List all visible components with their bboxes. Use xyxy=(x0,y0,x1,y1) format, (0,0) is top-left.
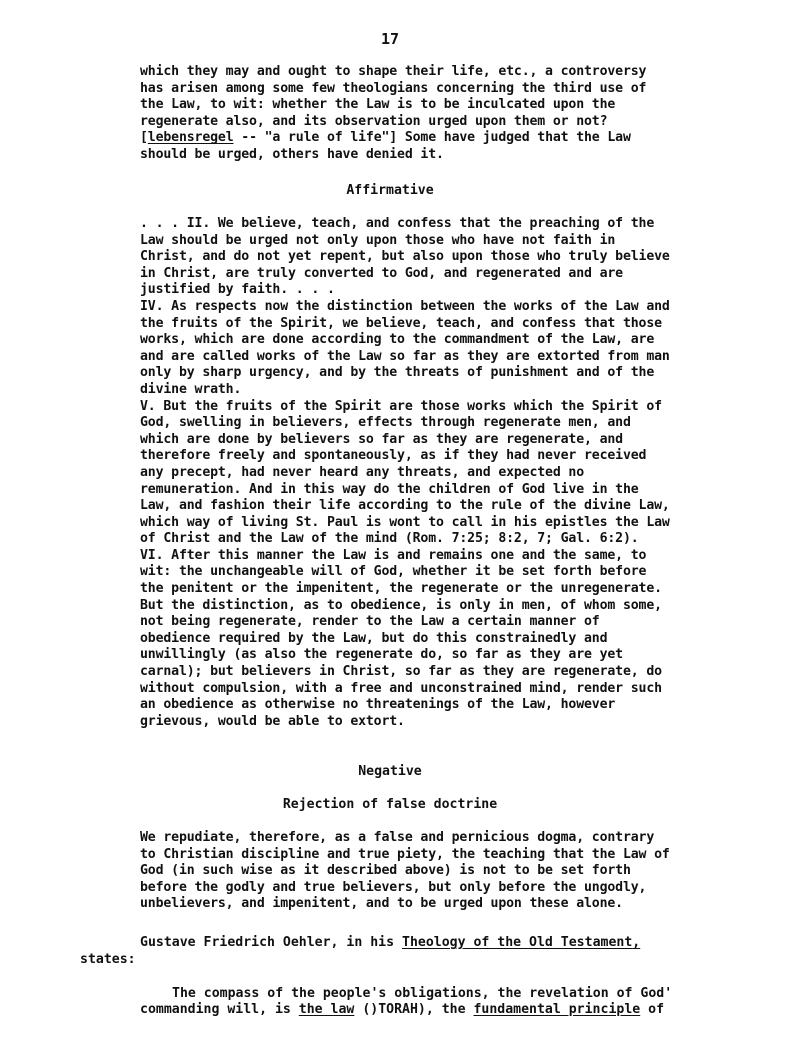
oehler-states: states: xyxy=(80,952,136,967)
affirmative-line: VI. After this manner the Law is and remains one and the same, to xyxy=(140,547,647,563)
intro-line: regenerate also, and its observation urged upon them or not? xyxy=(140,113,608,129)
affirmative-line: remuneration. And in this way do the children of God live in the xyxy=(140,481,639,497)
affirmative-line: only by sharp urgency, and by the threats of punishment and of the xyxy=(140,365,655,381)
affirmative-section xyxy=(140,216,760,730)
negative-line: unbelievers, and impenitent, and to be urged upon these alone. xyxy=(140,896,623,912)
book-title-comma: , xyxy=(632,935,641,950)
intro-line: which they may and ought to shape their life, etc., a controversy xyxy=(140,64,647,79)
intro-line5-rest: -- "a rule of life"] Some have judged that the Law xyxy=(233,130,631,146)
negative-line: God (in such wise as it described above) is not to be set forth xyxy=(140,863,631,879)
bracket-open: [ xyxy=(140,130,148,146)
negative-line: We repudiate, therefore, as a false and pernicious dogma, contrary xyxy=(140,830,655,845)
the-law-term: the law xyxy=(298,1002,355,1017)
affirmative-line: But the distinction, as to obedience, is only in men, of whom some, xyxy=(140,597,662,613)
negative-line: to Christian discipline and true piety, the teaching that the Law of xyxy=(140,846,670,862)
affirmative-line: Christ, and do not yet repent, but also upon those who truly believe xyxy=(140,249,670,265)
oehler-citation-line xyxy=(140,935,640,952)
oehler-prefix: Gustave Friedrich Oehler, in his xyxy=(140,935,403,950)
affirmative-line: any precept, had never heard any threats, and expected no xyxy=(140,464,585,480)
affirmative-line: not being regenerate, render to the Law a certain manner of xyxy=(140,614,600,630)
affirmative-line: God, swelling in believers, effects through regenerate men, and xyxy=(140,415,631,431)
page-number: 17 xyxy=(380,30,400,48)
affirmative-line: an obedience as otherwise no threatenings of the Law, however xyxy=(140,697,616,713)
affirmative-line: grievous, would be able to extort. xyxy=(140,713,405,729)
lebensregel-term: lebensregel xyxy=(147,130,234,146)
affirmative-line: of Christ and the Law of the mind (Rom. 7:25; 8:2, 7; Gal. 6:2). xyxy=(140,531,639,547)
affirmative-line: in Christ, are truly converted to God, and regenerated and are xyxy=(140,265,623,281)
affirmative-line: unwillingly (as also the regenerate do, so far as they are yet xyxy=(140,647,623,663)
affirmative-line: justified by faith. . . . xyxy=(140,282,335,298)
affirmative-line: which way of living St. Paul is wont to call in his epistles the Law xyxy=(140,514,670,530)
affirmative-line: IV. As respects now the distinction between the works of the Law and xyxy=(140,298,670,314)
quote-line2-prefix: commanding will, is xyxy=(140,1002,299,1017)
intro-line: the Law, to wit: whether the Law is to be inculcated upon the xyxy=(140,97,616,113)
affirmative-line: works, which are done according to the commandment of the Law, are xyxy=(140,332,655,348)
intro-line: should be urged, others have denied it. xyxy=(140,146,444,162)
affirmative-line: the penitent or the impenitent, the regenerate or the unregenerate. xyxy=(140,581,662,597)
heading-affirmative: Affirmative xyxy=(346,183,434,198)
affirmative-line: . . . II. We believe, teach, and confess that the preaching of the xyxy=(140,216,655,231)
fundamental-principle-term: fundamental principle xyxy=(473,1002,641,1017)
quote-line-2 xyxy=(140,1002,664,1019)
affirmative-line: which are done by believers so far as they are regenerate, and xyxy=(140,431,623,447)
quote-line2-suffix: of xyxy=(640,1002,665,1017)
affirmative-line: V. But the fruits of the Spirit are those works which the Spirit of xyxy=(140,398,662,414)
intro-line-lebensregel xyxy=(140,130,760,147)
affirmative-line: divine wrath. xyxy=(140,381,242,397)
affirmative-line: Law, and fashion their life according to the rule of the divine Law, xyxy=(140,498,670,514)
quote-line-1: The compass of the people's obligations, the revelation of God' xyxy=(172,986,673,1001)
affirmative-line: and are called works of the Law so far as they are extorted from man xyxy=(140,348,670,364)
quote-line2-middle: ()TORAH), the xyxy=(354,1002,474,1017)
affirmative-line: without compulsion, with a free and unconstrained mind, render such xyxy=(140,680,662,696)
heading-negative: Negative xyxy=(358,764,422,779)
book-title: Theology of the Old Testament xyxy=(402,935,633,950)
affirmative-line: the fruits of the Spirit, we believe, teach, and confess that those xyxy=(140,315,662,331)
affirmative-line: obedience required by the Law, but do this constrainedly and xyxy=(140,630,608,646)
intro-line: has arisen among some few theologians concerning the third use of xyxy=(140,80,647,96)
affirmative-line: therefore freely and spontaneously, as if they had never received xyxy=(140,448,647,464)
negative-section xyxy=(140,830,760,913)
heading-rejection: Rejection of false doctrine xyxy=(282,797,498,812)
affirmative-line: Law should be urged not only upon those who have not faith in xyxy=(140,232,616,248)
affirmative-line: wit: the unchangeable will of God, whether it be set forth before xyxy=(140,564,647,580)
affirmative-line: carnal); but believers in Christ, so far as they are regenerate, do xyxy=(140,664,662,680)
intro-paragraph xyxy=(140,64,760,164)
negative-line: before the godly and true believers, but only before the ungodly, xyxy=(140,879,647,895)
